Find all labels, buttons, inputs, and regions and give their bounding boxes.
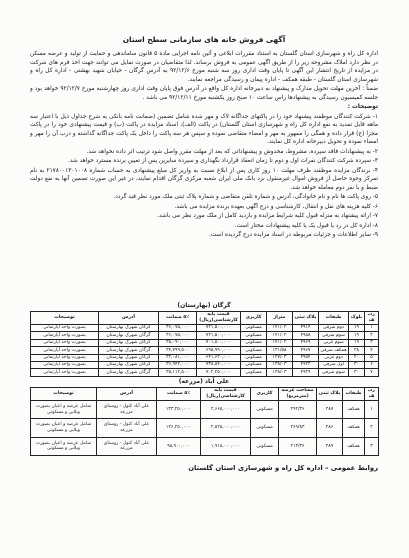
column-header: بلوک [349,312,365,325]
table-cell: سوم شرقی [319,332,349,339]
table-cell: ۴۹۶۷ [293,347,319,354]
table-cell: بصورت واحد آپارتمانی [31,347,99,354]
table-cell: ۲۸۹ [317,437,343,455]
table-cell: ۲۸۶ [317,419,343,437]
table-cell: ۷۲۱,۵۰۰,۰۰۰ [197,325,241,332]
table-cell: ۱۳۳,۲۵۰,۰۰۰ [157,401,201,419]
table-cell: همکف [343,401,365,419]
column-header: کاربری [251,388,279,401]
table-cell: ۴۹۶۹ [293,339,319,346]
table-cell: شامل عرصه و اعیان بصورت ویلایی و مسکونی [31,437,97,455]
table-cell: ۳۰ [349,361,365,368]
note-item: ۱- شرکت کنندگان موظفند پیشنهاد خود را در پاکتهای جداگانه لاک و مهر شده شامل تضمین (ضمانت نامه بانکی به شرح جداول ذیل با اعتبار سه ماهه قابل تمدید به نفع اداره کل راه و شهرسازی استان گلستان) در پاکت (الف)، اسناد مزایده در پاکت (ب) و قیمت پیشنهادی خود را در پاکت مجزا (ج) قرار داده و همگی را ممهور به مهر و امضاء متقاضی نموده و سپس هر سه پاکت را داخل یک پاکت جداگانه گذاشته و درب آن را مهر و امضاء نموده و تحویل دبیرخانه اداره کل نمایند. [30,113,378,145]
column-header: قیمت پایه کارشناسی(ریال) [197,312,241,325]
table-cell: ۱۳۱/۵۸ [267,347,293,354]
table-cell: ۷۳۸,۸۴۰,۰۰۰ [197,361,241,368]
table-cell: ۳۶,۰۷۵,۰۰۰ [159,325,197,332]
table-cell: مسکونی [241,369,267,376]
table-cell: مسکونی [241,354,267,361]
table-row [31,419,379,437]
table-cell: ۶۴۱,۶۲۰,۰۰۰ [197,354,241,361]
table-cell: ۱۹ [349,325,365,332]
table-row [31,354,379,361]
table-cell: مسکونی [251,401,279,419]
table-cell: ۷ [365,369,379,376]
table-row [31,347,379,354]
table-section-label-aliabad: علی آباد (مزرعه) [178,378,230,385]
note-item: ۴- برندگان مزایده موظفند ظرف مهلت ۱۰ روز کاری پس از ابلاغ نسبت به واریز کل مبلغ پیشنهادی به حساب شماره ۲۱۷۸۰۰۱۳۰۱۰۰۸ به نام تمرکز وجوه حاصل از فروش اموال غیرمنقول نزد بانک ملی ایران شعبه مرکزی گرگان اقدام نمایند، در غیر این صورت تضمین آنها به نفع دولت ضبط و با نفر دوم معامله خواهد شد. [30,167,378,191]
table-cell: ۱,۹۱۸,۰۰۰,۰۰۰ [201,437,251,455]
column-header: آدرس [97,388,157,401]
column-header: توضیحات [31,312,99,325]
table-cell: مسکونی [241,339,267,346]
table-cell: ۷۰۲,۲۵۰,۰۰۰ [197,369,241,376]
table-cell: ۴۹۱۴ [293,325,319,332]
property-table-aliabad [30,387,379,456]
table-cell: شامل عرصه و اعیان بصورت ویلایی و مسکونی [31,401,97,419]
table-cell: ۵ [365,354,379,361]
table-cell: ۱۲۷/۰۳ [267,354,293,361]
table-cell: گرگان شهرک بهارستان [99,339,159,346]
column-header: ردیف [365,388,379,401]
table-cell: ۱۴۱/۰۲ [267,332,293,339]
column-header: پلاک ثبتی [293,312,319,325]
table-cell: مسکونی [241,361,267,368]
table-cell: علی آباد کتول - روستای مزرعه [97,419,157,437]
table-cell: ۳۴,۷۹۹,۵۰۰ [159,347,197,354]
table-cell: ۲۰ [349,354,365,361]
table-cell: ۳۶,۹۴۲,۰۰۰ [159,361,197,368]
table-cell: ۲۹۲/۳۶ [279,401,317,419]
page-title: آگهی فروش خانه های سازمانی سطح استان [122,35,286,44]
table-row [31,361,379,368]
column-header: ۵٪ ضمانت [157,388,201,401]
notes-heading: توضیحات : [347,104,378,110]
table-row [31,332,379,339]
column-header: متراژ [267,312,293,325]
table-cell: ۱۹ [349,332,365,339]
column-header: مساحت عرصه (مترمربع) [279,388,317,401]
table-row [31,325,379,332]
table-cell: ۱ [365,325,379,332]
table-cell: ۲۸ [349,347,365,354]
table-cell: بصورت واحد آپارتمانی [31,354,99,361]
table-cell: دوم غربی [319,354,349,361]
table-header-row [31,312,379,325]
table-cell: سوم شرقی [319,369,349,376]
table-cell: ۶ [365,361,379,368]
table-cell: مسکونی [251,437,279,455]
table-cell: ۳۵,۰۹۰,۰۰۰ [159,339,197,346]
table-cell: علی آباد کتول - روستای مزرعه [97,437,157,455]
table-cell: ۲ [365,332,379,339]
note-item: ۶- کلیه هزینه های نقل و انتقال، کارشناسی و درج آگهی بعهده برنده مزایده می باشد. [174,203,378,210]
table-cell: بصورت واحد آپارتمانی [31,361,99,368]
table-cell: ۷۰۱,۸۰۰,۰۰۰ [197,339,241,346]
table-cell: ۳۲,۰۸۱,۰۰۰ [159,354,197,361]
table-cell: ۱۴۱/۰۲ [267,339,293,346]
table-cell: ۴ [365,347,379,354]
table-cell: ۴۹۵۴ [293,354,319,361]
table-cell: ۳۶,۰۷۵,۰۰۰ [159,332,197,339]
table-body [31,325,379,377]
note-item: ۳- سپرده شرکت کنندگان نفرات اول و دوم تا زمان انعقاد قرارداد نگهداری و سپرده سایرین پس از تعیین برنده مسترد خواهد شد. [68,158,378,164]
column-header: ۵٪ ضمانت [159,312,197,325]
column-header: پلاک ثبتی [317,388,343,401]
table-cell: ۳ [365,339,379,346]
table-cell: ۱ [365,401,379,419]
table-cell: بصورت واحد آپارتمانی [31,325,99,332]
table-cell: گرگان شهرک بهارستان [99,369,159,376]
table-cell: ۷۲۱,۵۰۰,۰۰۰ [197,332,241,339]
table-cell: ۳ [365,437,379,455]
table-cell: همکف [343,437,365,455]
table-cell: گرگان شهرک بهارستان [99,347,159,354]
table-row [31,401,379,419]
column-header: ردیف [365,312,379,325]
table-row [31,437,379,455]
column-header: آدرس [99,312,159,325]
footer-signature: روابط عمومی – اداره کل راه و شهرسازی استان گلستان [188,464,378,472]
table-cell: بصورت واحد آپارتمانی [31,369,99,376]
note-item: ۹- سایر اطلاعات و جزئیات مربوطه در اسناد مزایده درج گردیده است. [209,232,378,238]
table-cell: گرگان شهرک بهارستان [99,332,159,339]
table-cell: ۴۹۲۹ [293,369,319,376]
table-cell: همکف شرقی [320,347,347,353]
column-header: توضیحات [31,388,97,401]
table-cell: علی آباد کتول - روستای مزرعه [97,401,157,419]
table-cell: ۲ [365,419,379,437]
table-cell: ۱۹ [349,339,365,346]
table-cell: ۳۵,۱۱۲,۵۰۰ [159,369,197,376]
table-row [31,339,379,346]
table-cell: مسکونی [241,347,267,354]
table-cell: ۹۵,۹۰۰,۰۰۰ [157,437,201,455]
note-item: ۵- روی پاکت ها نام و نام خانوادگی، آدرس و شماره تلفن متقاضی و شماره پلاک ثبتی ملک مورد نظر قید گردد. [113,194,378,200]
table-cell: ۱۴۱/۰۲ [267,325,293,332]
table-cell: گرگان شهرک بهارستان [99,354,159,361]
table-cell: مسکونی [251,419,279,437]
table-cell: گرگان شهرک بهارستان [99,325,159,332]
column-header: طبقات [319,312,349,325]
table-head [31,312,379,325]
table-cell: ۲,۶۶۵,۰۰۰,۰۰۰ [201,401,251,419]
table-cell: مسکونی [241,332,267,339]
table-cell: بصورت واحد آپارتمانی [31,332,99,339]
intro-paragraph: اداره کل راه و شهرسازی استان گلستان به استناد مقررات ابلاغی و آئین نامه اجرایی ماده ۵ قانون ساماندهی و حمایت از تولید و عرضه مسکن در نظر دارد املاک مشروحه زیر را از طریق آگهی عمومی به فروش برساند. لذا متقاضیان در صورت تمایل می توانند جهت اخذ فرم های شرکت در مزایده از تاریخ انتشار این آگهی تا پایان وقت اداری روز سه شنبه مورخ ۹۲/۱۲/۶ به آدرس گرگان - خیابان شهید بهشتی - اداره کل راه و شهرسازی استان گلستان - طبقه همکف - اداره پیمان و رسیدگی مراجعه نمایند. [30,51,378,83]
table-cell: ۱۳۸/۰۳ [267,369,293,376]
note-item: ۲- به پیشنهادات فاقد سپرده، مشروط، مخدوش و پیشنهاداتی که بعد از مهلت مقرر واصل شود ترتیب اثر داده نخواهد شد. [86,148,378,155]
table-cell: سوم غربی [319,339,349,346]
column-header: طبقات [343,388,365,401]
table-cell: ۶۹۵,۹۹۰,۰۰۰ [197,347,241,354]
table-header-row [31,388,379,401]
column-header: کاربری [241,312,267,325]
table-section-label-gorgan: گرگان (بهارستان) [177,302,231,309]
table-cell: همکف [343,419,365,437]
table-cell: ۱۲۶,۲۵۰,۰۰۰ [157,419,201,437]
table-cell: بصورت واحد آپارتمانی [31,339,99,346]
table-cell: شامل عرصه و اعیان بصورت ویلایی و مسکونی [31,419,97,437]
table-row [31,369,379,376]
column-header: قیمت پایه کارشناسی(ریال) [201,388,251,401]
table-cell: مسکونی [241,325,267,332]
table-cell: اول شرقی [319,361,349,368]
table-cell: ۴۹۲۳ [293,361,319,368]
table-cell: ۱۳۸/۰۳ [267,361,293,368]
deadline-note: ضمناً : آخرین مهلت تحویل مدارک و پیشنهاد به دبیرخانه اداره کل واقع در آدرس فوق پایان وقت اداری روز چهارشنبه مورخ ۹۲/۱۲/۷ خواهد بود و جلسه کمیسیون رسیدگی به پیشنهادها راس ساعت ۱۰ صبح روز یکشنبه مورخ ۹۲/۱۲/۱۱ می باشد . [30,86,378,101]
table-cell: ۲,۵۲۵,۰۰۰,۰۰۰ [201,419,251,437]
table-cell: ۲۶۹/۸۳ [279,419,317,437]
notice-body [30,50,378,300]
table-cell: ۳۰ [349,369,365,376]
note-item: ۷- ارائه پیشنهاد به منزله قبول کلیه شرایط مزایده و بازدید کامل از ملک مورد نظر می باشد. [157,213,378,219]
note-item: ۸- اداره کل در رد یا قبول یک یا کلیه پیشنهادات مختار است. [234,222,378,229]
table-cell: ۴۹۵۸ [293,332,319,339]
table-head [31,388,379,401]
table-body [31,401,379,456]
table-cell: دوم شرقی [319,325,349,332]
table-cell: گرگان شهرک بهارستان [99,361,159,368]
table-cell: ۲۱۳/۳۶ [279,437,317,455]
table-cell: ۲۸۷ [317,401,343,419]
property-table-gorgan [30,311,379,377]
